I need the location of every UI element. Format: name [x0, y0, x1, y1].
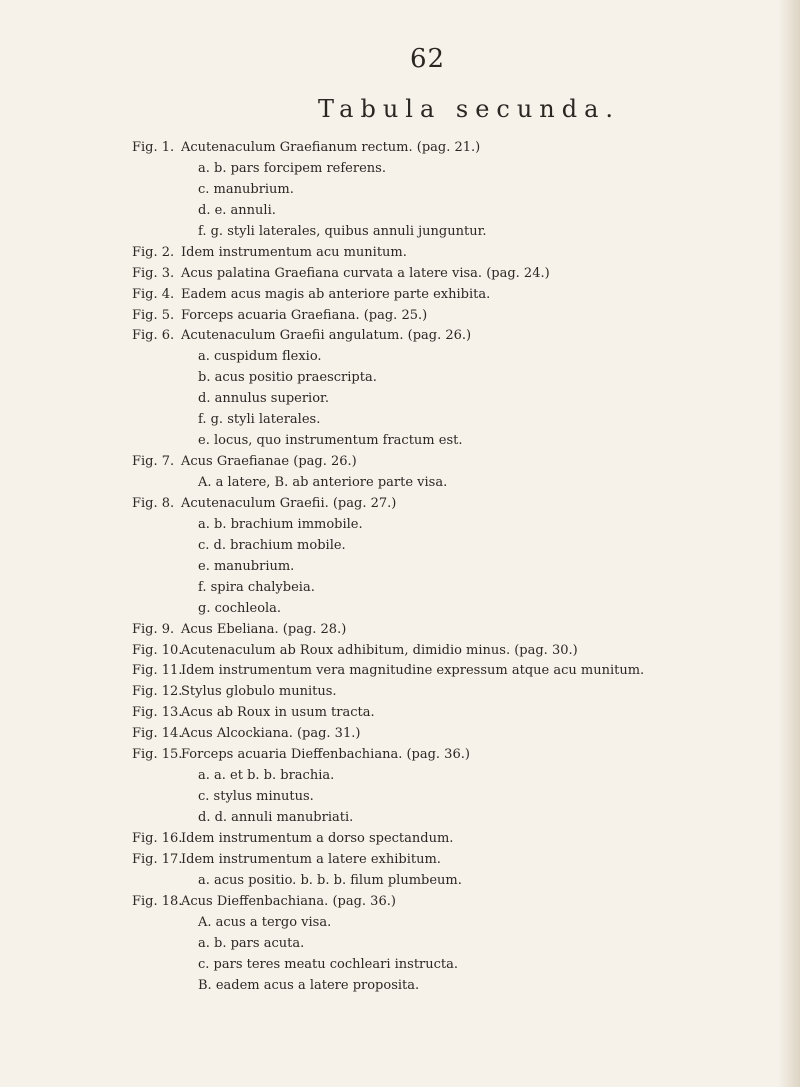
figure-entry [132, 180, 796, 201]
figure-description: Idem instrumentum vera magnitudine expressum atque acu munitum. [181, 663, 645, 679]
figure-entry [132, 368, 796, 389]
figure-entry [132, 703, 796, 724]
figure-entry [132, 599, 796, 620]
figure-entry [132, 243, 796, 264]
figure-entry [132, 871, 796, 892]
figure-entry [132, 808, 796, 829]
figure-description: d. e. annuli. [198, 202, 276, 218]
figure-number: Fig. 11. [132, 663, 183, 679]
figure-entry [132, 829, 796, 850]
figure-description: Acus Alcockiana. (pag. 31.) [181, 726, 361, 742]
figure-entry [132, 473, 796, 494]
figure-description: b. acus positio praescripta. [198, 370, 377, 386]
figure-description: A. acus a tergo visa. [198, 914, 332, 930]
figure-entry [132, 661, 796, 682]
figure-description: Stylus globulo munitus. [181, 684, 337, 700]
figure-entry [132, 745, 796, 766]
figure-number: Fig. 16. [132, 830, 183, 846]
figure-number: Fig. 4. [132, 286, 175, 302]
figure-description: Acus palatina Graefiana curvata a latere visa. (pag. 24.) [181, 265, 550, 281]
figure-description: B. eadem acus a latere proposita. [198, 977, 420, 993]
figure-number: Fig. 8. [132, 495, 175, 511]
figure-description: a. acus positio. b. b. b. filum plumbeum. [198, 872, 462, 888]
figure-entry [132, 955, 796, 976]
figure-entry [132, 410, 796, 431]
figure-description: Acus Graefianae (pag. 26.) [181, 454, 357, 470]
figure-number: Fig. 2. [132, 244, 175, 260]
figure-entry [132, 431, 796, 452]
figure-description: f. g. styli laterales, quibus annuli junguntur. [198, 223, 487, 239]
figure-number: Fig. 10. [132, 642, 183, 658]
figure-number: Fig. 6. [132, 328, 175, 344]
page-number: 62 [410, 44, 446, 74]
figure-entry [132, 347, 796, 368]
figure-number: Fig. 3. [132, 265, 175, 281]
figure-entry [132, 766, 796, 787]
figure-description: c. manubrium. [198, 181, 294, 197]
figure-entry [132, 159, 796, 180]
figure-entry [132, 494, 796, 515]
figure-entry [132, 976, 796, 997]
figure-number: Fig. 18. [132, 893, 183, 909]
figure-description: Acutenaculum ab Roux adhibitum, dimidio minus. (pag. 30.) [181, 642, 578, 658]
figure-description: a. b. pars forcipem referens. [198, 160, 386, 176]
figure-description: f. g. styli laterales. [198, 412, 321, 428]
figure-entry [132, 682, 796, 703]
figure-entry [132, 138, 796, 159]
figure-description: Acutenaculum Graefianum rectum. (pag. 21.) [181, 140, 481, 155]
figure-description: Idem instrumentum a dorso spectandum. [181, 830, 454, 846]
figure-description: a. b. brachium immobile. [198, 516, 363, 532]
figure-entry [132, 201, 796, 222]
figure-description: Acutenaculum Graefii angulatum. (pag. 26.) [181, 328, 472, 344]
figure-entry [132, 536, 796, 557]
figure-description: d. d. annuli manubriati. [198, 810, 354, 825]
figure-description: Acutenaculum Graefii. (pag. 27.) [181, 495, 397, 511]
figure-number: Fig. 1. [132, 140, 175, 155]
figure-description: Eadem acus magis ab anteriore parte exhibita. [181, 286, 491, 302]
figure-entry [132, 578, 796, 599]
figure-description: Forceps acuaria Graefiana. (pag. 25.) [181, 307, 428, 323]
figure-description: Forceps acuaria Dieffenbachiana. (pag. 36.) [181, 747, 470, 763]
figure-description: Idem instrumentum a latere exhibitum. [181, 851, 441, 867]
figure-description: c. stylus minutus. [198, 789, 314, 805]
figure-description: Acus Ebeliana. (pag. 28.) [181, 621, 347, 637]
figure-description: e. locus, quo instrumentum fractum est. [198, 433, 463, 449]
figure-entry [132, 557, 796, 578]
figure-number: Fig. 14. [132, 726, 183, 742]
page-title: Tabula secunda. [318, 95, 621, 123]
figure-number: Fig. 13. [132, 705, 183, 721]
figure-description: c. pars teres meatu cochleari instructa. [198, 956, 459, 972]
figure-number: Fig. 17. [132, 851, 183, 867]
figure-entry [132, 850, 796, 871]
figure-entry [132, 389, 796, 410]
figure-description: f. spira chalybeia. [198, 579, 315, 595]
figure-description: e. manubrium. [198, 558, 295, 574]
figure-entry [132, 724, 796, 745]
figure-entry [132, 306, 796, 327]
figure-description: a. a. et b. b. brachia. [198, 768, 335, 784]
figure-description: a. cuspidum flexio. [198, 349, 322, 365]
figure-entry [132, 452, 796, 473]
figure-entry [132, 641, 796, 662]
figure-entry [132, 515, 796, 536]
figure-description: d. annulus superior. [198, 391, 329, 407]
figure-number: Fig. 5. [132, 307, 175, 323]
figure-entry [132, 892, 796, 913]
figure-entry [132, 222, 796, 243]
figure-entry [132, 285, 796, 306]
figure-number: Fig. 12. [132, 684, 183, 700]
figure-description: Acus ab Roux in usum tracta. [181, 705, 375, 721]
figure-entry [132, 787, 796, 808]
figure-number: Fig. 9. [132, 621, 175, 637]
figure-entry [132, 620, 796, 641]
figure-entry [132, 934, 796, 955]
figure-description: A. a latere, B. ab anteriore parte visa. [198, 475, 448, 490]
figure-description: a. b. pars acuta. [198, 935, 305, 951]
figure-description: Idem instrumentum acu munitum. [181, 244, 407, 260]
figure-entry [132, 264, 796, 285]
figure-description: g. cochleola. [198, 600, 282, 616]
figure-description: Acus Dieffenbachiana. (pag. 36.) [181, 893, 396, 909]
figure-entry [132, 326, 796, 347]
figure-number: Fig. 7. [132, 454, 175, 470]
figure-number: Fig. 15. [132, 747, 183, 763]
figure-description: c. d. brachium mobile. [198, 537, 346, 553]
figure-legend-list [132, 138, 796, 996]
figure-entry [132, 913, 796, 934]
